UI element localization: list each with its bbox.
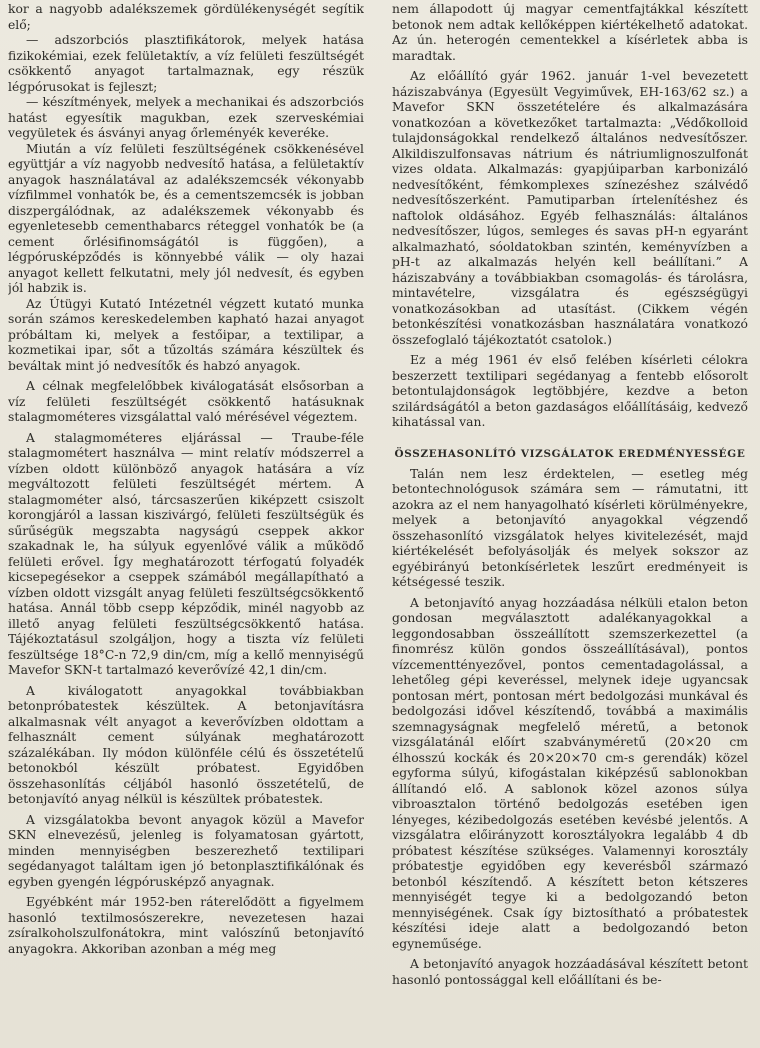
paragraph: Az Útügyi Kutató Intézetnél végzett kutató munka során számos kereskedelemben kapható hazai anyagot próbáltam ki, melyek a festőipar, a textilipar, a kozmetikai ipar, sőt a tűzoltás számára készültek és beváltak mint jó nedvesítők és habzó anyagok. bbox=[8, 296, 364, 373]
paragraph: A betonjavító anyag hozzáadása nélküli etalon beton gondosan megválasztott adalékanyagokkal a leggondosabban összeállított szemszerkezettel (a finomrész külön gondos összeállításával), pontos vízcementtényezővel, pontos cementadagolással, a lehetőleg gépi keveréssel, melynek ideje ugyancsak pontosan mért, pontosan mért bedolgozási munkával és bedolgozási idővel készítendő, továbbá a maximális szemnagyságnak megfelelő méretű, a betonok vizsgálatánál előírt szabványméretű (20×20 cm élhosszú kockák és 20×20×70 cm-s gerendák) közel egyforma súlyú, kifogástalan kiképzésű sablonokban állítandó elő. A sablonok közel azonos súlya vibroasztalon történő bedolgozás esetében igen lényeges, kézibedolgozás esetében kevésbé jelentős. A vizsgálatra előirányzott korosztályokra legalább 4 db próbatest készítése szükséges. Valamennyi korosztály próbatestje egyidőben egy keverésből származó betonból készítendő. A készített beton kétszeres mennyiségét tegye ki a bedolgozandó beton mennyiségének. Csak így biztosítható a próbatestek készítési ideje alatt a bedolgozandó beton egyneműsége. bbox=[392, 595, 748, 951]
paragraph: Ez a még 1961 év első felében kísérleti célokra beszerzett textilipari segédanyag a fentebb elősorolt betontulajdonságok legtöbbjére, kezdve a beton szilárdságától a beton gazdaságos előállításáig, kedvező kihatással van. bbox=[392, 353, 748, 429]
paragraph: A kiválogatott anyagokkal továbbiakban betonpróbatestek készültek. A betonjavításra alkalmasnak vélt anyagot a keverővízben oldottam a felhasznált cement súlyának meghatározott százalékában. Ily módon különféle célú és összetételű betonokból készült próbatest. Egyidőben összehasonlítás céljából hasonló összetételű, de betonjavító anyag nélkül is készültek próbatestek. bbox=[8, 683, 364, 806]
paragraph: A betonjavító anyagok hozzáadásával készített betont hasonló pontossággal kell előállítani és be- bbox=[392, 957, 748, 987]
paragraph: A célnak megfelelőbbek kiválogatását elsősorban a víz felületi feszültségét csökkentő hatásuknak stalagmométeres vizsgálattal való mérésével végeztem. bbox=[8, 379, 364, 424]
paragraph: kor a nagyobb adalékszemek gördülékenységét segítik elő; bbox=[8, 2, 364, 32]
left-column bbox=[8, 2, 364, 1048]
paragraph: Miután a víz felületi feszültségének csökkenésével együttjár a víz nagyobb nedvesítő hatása, a felületaktív anyagok használatával az adalékszemcsék vékonyabb vízfilmmel vonhatók be, és a cementszemcsék is jobban diszpergálódnak, az adalékszemek vékonyabb és egyenletesebb cementhabarcs réteggel vonhatók be (a cement őrlésifinomságától is függően), a légpórusképződés is könnyebbé válik — oly hazai anyagot kellett felkutatni, mely jól nedvesít, és egyben jól habzik is. bbox=[8, 141, 364, 295]
section-title: ÖSSZEHASONLÍTÓ VIZSGÁLATOK EREDMÉNYESSÉGE bbox=[394, 447, 746, 460]
paragraph: A vizsgálatokba bevont anyagok közül a Mavefor SKN elnevezésű, jelenleg is folyamatosan gyártott, minden mennyiségben beszerezhető textilipari segédanyagot találtam igen jó betonplasztifikálónak és egyben gyengén légpórusképző anyagnak. bbox=[8, 812, 364, 889]
paragraph: A stalagmométeres eljárással — Traube-féle stalagmométert használva — mint relatív módszerrel a vízben oldott különböző anyagok hatására a víz megváltozott felületi feszültségét mértem. A stalagmométer alsó, tárcsaszerűen kiképzett csiszolt korongjáról a lassan kiszivárgó, felületi feszültségük és sűrűségük megszabta nagyságú cseppek akkor szakadnak le, ha súlyuk egyenlővé válik a működő felületi erővel. Így meghatározott térfogatú folyadék kicsepegésekor a cseppek számából megállapítható a vízben oldott vizsgált anyag felületi feszültségcsökkentő hatása. Annál több csepp képződik, minél nagyobb az illető anyag felületi feszültségcsökkentő hatása. Tájékoztatásul szolgáljon, hogy a tiszta víz felületi feszültsége 18°C-n 72,9 din/cm, míg a kellő mennyiségű Mavefor SKN-t tartalmazó keverővízé 42,1 din/cm. bbox=[8, 430, 364, 677]
paragraph: Egyébként már 1952-ben ráterelődött a figyelmem hasonló textilmosószerekre, nevezetesen hazai zsíralkoholszulfonátokra, mint valószínű betonjavító anyagokra. Akkoriban azonban a még meg bbox=[8, 895, 364, 956]
paragraph: — adszorbciós plasztifikátorok, melyek hatása fizikokémiai, ezek felületaktív, a víz felületi feszültségét csökkentő anyagot tartalmaznak, egy részük légpórusokat is fejleszt; bbox=[8, 33, 364, 94]
right-column bbox=[392, 2, 748, 1048]
paragraph: — készítmények, melyek a mechanikai és adszorbciós hatást egyesítik magukban, ezek szerveskémiai vegyületek és ásványi anyag őrleményék keveréke. bbox=[8, 95, 364, 140]
paragraph: Talán nem lesz érdektelen, — esetleg még betontechnológusok számára sem — rámutatni, itt azokra az el nem hanyagolható kísérleti körülményekre, melyek a betonjavító anyagokkal végzendő összehasonlító vizsgálatok helyes kivitelezését, majd kiértékelését befolyásolják és melyek sokszor az egyébirányú betonkísérletek leszűrt eredményeit is kétségessé teszik. bbox=[392, 466, 748, 589]
paragraph: Az előállító gyár 1962. január 1-vel bevezetett háziszabványa (Egyesült Vegyiművek, EH-163/62 sz.) a Mavefor SKN összetételére és alkalmazására vonatkozóan a következőket tartalmazta: „Védőkolloid tulajdonságokkal rendelkező általános nedvesítőszer. Alkildiszulfonsavas nátrium és nátriumlignoszulfonát vizes oldata. Alkalmazás: gyapjúiparban karbonizáló nedvesítőként, fémkomplexes színezéshez szálvédő nedvesítőszerként. Pamutiparban írtelenítéshez és naftolok oldásához. Egyéb felhasználás: általános nedvesítőszer, lúgos, semleges és savas pH-n egyaránt alkalmazható, sóoldatokban szintén, keményvízben a pH-t az alkalmazás helyén kell beállítani.” A háziszabvány a továbbiakban csomagolás- és tárolásra, mintavételre, vizsgálatra és egészségügyi vonatkozásokban ad utasítást. (Cikkem végén betonkészítési vonatkozásban használatára vonatkozó összefoglaló tájékoztatót csatolok.) bbox=[392, 69, 748, 347]
paragraph: nem állapodott új magyar cementfajtákkal készített betonok nem adtak kellőképpen kiértékelhető adatokat. Az ún. heterogén cementekkel a kísérletek abba is maradtak. bbox=[392, 2, 748, 63]
